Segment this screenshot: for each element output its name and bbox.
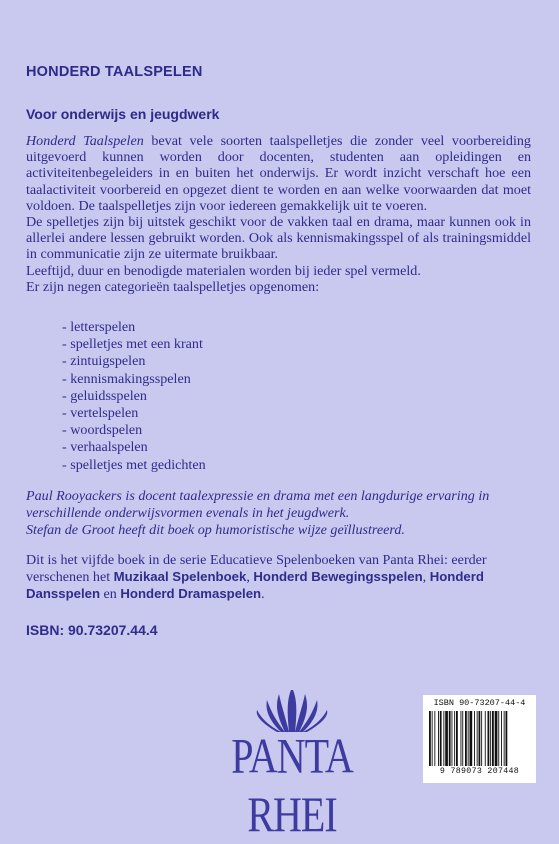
author-line: Paul Rooyackers is docent taalexpressie en drama met een langdurige ervaring in verschillende onderwijsvormen evenals in het jeugdwerk. xyxy=(26,488,490,521)
book-title: HONDERD TAALSPELEN xyxy=(26,64,203,80)
barcode-bar xyxy=(452,711,453,766)
separator: . xyxy=(261,585,265,602)
list-item: - spelletjes met gedichten xyxy=(62,456,206,473)
list-item: - woordspelen xyxy=(62,422,143,439)
barcode-bar xyxy=(501,711,502,766)
separator: , xyxy=(422,568,430,585)
intro-paragraph-4: Er zijn negen categorieën taalspelletjes opgenomen: xyxy=(26,278,320,295)
barcode-bar xyxy=(445,711,448,766)
series-info xyxy=(26,552,536,602)
series-paragraph xyxy=(26,552,536,602)
intro-text: bevat vele soorten taalspelletjes die zonder veel voorbereiding uitgevoerd kunnen worden door docenten, studenten aan opleidingen en activiteitenbegeleiders in en buiten het onderwijs. Er wordt inzicht verschaft hoe een taalactiviteit voorbereid en opgezet dient te worden en aan welke voorwaarden dat moet voldoen. De taalspelletjes zijn voor iedereen gemakkelijk uit te voeren. xyxy=(26,133,531,214)
barcode-isbn: ISBN 90-73207-44-4 xyxy=(433,698,526,708)
list-item: - geluidsspelen xyxy=(62,387,147,404)
list-item: - zintuigspelen xyxy=(62,353,146,370)
list-item: - spelletjes met een krant xyxy=(62,336,203,353)
separator: , xyxy=(246,568,254,585)
author-bio xyxy=(26,488,531,538)
list-item: - vertelspelen xyxy=(62,405,139,422)
barcode-bar xyxy=(474,711,475,766)
intro-paragraph-3: Leeftijd, duur en benodigde materialen worden bij ieder spel vermeld. xyxy=(26,262,421,279)
barcode-bar xyxy=(504,711,505,766)
intro-title-italic: Honderd Taalspelen xyxy=(26,133,144,149)
barcode-bar xyxy=(440,711,442,766)
series-book-2: Honderd Bewegingsspelen xyxy=(253,568,423,584)
publisher-logo xyxy=(207,686,377,843)
illustrator-line: Stefan de Groot heeft dit boek op humoristische wijze geïllustreerd. xyxy=(26,521,405,538)
publisher-name: PANTA RHEI xyxy=(231,727,353,843)
barcode-bar xyxy=(456,711,458,766)
barcode-bar xyxy=(481,711,482,766)
barcode-bar xyxy=(495,711,498,766)
list-item: - kennismakingsspelen xyxy=(62,370,191,387)
book-subtitle: Voor onderwijs en jeugdwerk xyxy=(26,106,220,122)
barcode-digits: 9 789073 207448 xyxy=(439,767,520,776)
barcode-bar xyxy=(470,711,473,766)
list-item: - verhaalspelen xyxy=(62,439,148,456)
barcode-bars xyxy=(428,711,531,766)
barcode-bar xyxy=(434,711,435,766)
barcode-bar xyxy=(490,711,491,766)
list-item: - letterspelen xyxy=(62,319,136,335)
separator: en xyxy=(100,585,121,602)
series-book-1: Muzikaal Spelenboek xyxy=(113,568,247,584)
series-book-3: Honderd Dansspelen xyxy=(26,568,484,601)
description xyxy=(26,133,531,295)
barcode-bar xyxy=(454,711,455,766)
category-list xyxy=(62,319,206,474)
intro-paragraph xyxy=(26,133,531,214)
barcode-bar xyxy=(449,711,451,766)
isbn-text: ISBN: 90.73207.44.4 xyxy=(26,622,158,638)
barcode-bar xyxy=(465,711,467,766)
barcode-bar xyxy=(443,711,444,766)
barcode-bar xyxy=(492,711,494,766)
barcode-bar xyxy=(462,711,463,766)
barcode-bar xyxy=(438,711,439,766)
barcode-bar xyxy=(498,711,499,766)
barcode-bar xyxy=(429,711,431,766)
intro-paragraph-2: De spelletjes zijn bij uitstek geschikt voor de vakken taal en drama, maar kunnen ook in allerlei andere lessen gebruikt worden. Ook als kennismakingsspel of als trainingsmiddel in communicatie zijn ze uitermate bruikbaar. xyxy=(26,214,531,263)
barcode-bar xyxy=(432,711,433,766)
series-book-4: Honderd Dramaspelen xyxy=(120,585,262,601)
barcode-bar xyxy=(479,711,481,766)
barcode-bar xyxy=(506,711,508,766)
series-intro: Dit is het vijfde boek in de serie Educatieve Spelenboeken van Panta Rhei: eerder verschenen het xyxy=(26,552,487,585)
barcode-bar xyxy=(477,711,478,766)
barcode-bar xyxy=(468,711,469,766)
barcode-bar xyxy=(488,711,490,766)
barcode-bar xyxy=(461,711,462,766)
barcode-bar xyxy=(485,711,486,766)
barcode xyxy=(423,695,536,783)
